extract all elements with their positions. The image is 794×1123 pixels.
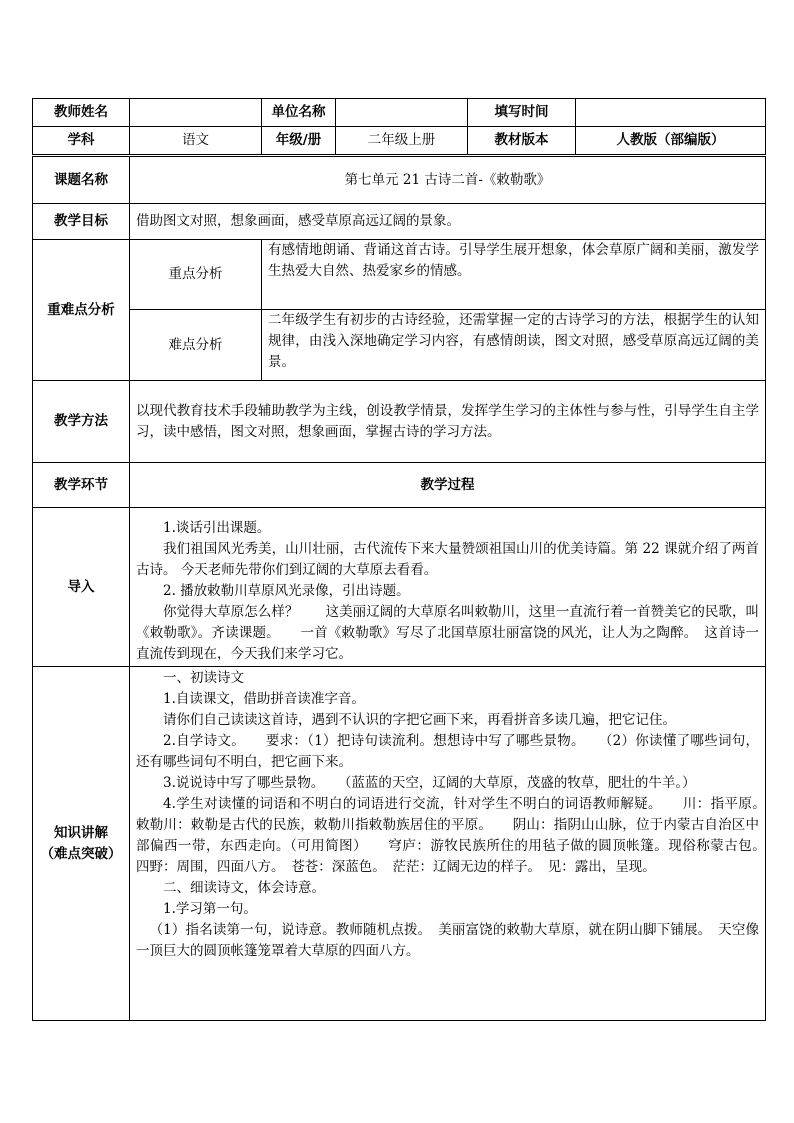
teaching-goal-label: 教学目标 [33, 204, 130, 240]
key-analysis-text: 有感情地朗诵、背诵这首古诗。引导学生展开想象，体会草原广阔和美丽，激发学生热爱大自然、热爱家乡的情感。 [262, 240, 766, 310]
lesson-plan-table [32, 98, 786, 1021]
knowledge-paragraph: 二、细读诗文，体会诗意。 [163, 880, 325, 896]
unit-name-value[interactable] [336, 99, 468, 127]
row-process-header [33, 463, 766, 508]
intro-label: 导入 [33, 508, 130, 667]
teaching-method-label: 教学方法 [33, 381, 130, 463]
key-analysis-label: 重点分析 [130, 240, 262, 310]
teaching-process-title: 教学过程 [130, 463, 766, 508]
unit-name-label: 单位名称 [262, 99, 336, 127]
grade-label: 年级/册 [262, 127, 336, 156]
teacher-name-value[interactable] [130, 99, 262, 127]
knowledge-paragraph: （1）指名读第一句，说诗意。教师随机点拨。 美丽富饶的敕勒大草原，就在阴山脚下铺展。 天空像一顶巨大的圆顶帐篷笼罩着大草原的四面八方。 [136, 922, 759, 959]
knowledge-label [33, 667, 130, 1021]
row-teaching-goal [33, 204, 766, 240]
fill-date-value[interactable] [576, 99, 766, 127]
row-difficulty-analysis [33, 310, 766, 381]
row-teacher [33, 99, 766, 127]
lesson-title-value: 第七单元 21 古诗二首-《敕勒歌》 [130, 156, 766, 204]
knowledge-content [130, 667, 786, 1021]
edition-label: 教材版本 [468, 127, 576, 156]
knowledge-paragraph: 2.自学诗文。 要求：（1）把诗句读流利。想想诗中写了哪些景物。 （2）你读懂了哪些词句，还有哪些词句不明白，把它画下来。 [136, 733, 759, 770]
teaching-method-text: 以现代教育技术手段辅助教学为主线，创设教学情景，发挥学生学习的主体性与参与性，引导学生自主学习，读中感悟，图文对照，想象画面，掌握古诗的学习方法。 [130, 381, 766, 463]
knowledge-paragraph: 3.说说诗中写了哪些景物。 （蓝蓝的天空，辽阔的大草原，茂盛的牧草，肥壮的牛羊。） [163, 775, 696, 791]
subject-label: 学科 [33, 127, 130, 156]
intro-content [130, 508, 766, 667]
intro-paragraph: 1.谈话引出课题。 [163, 520, 271, 536]
teaching-stage-label: 教学环节 [33, 463, 130, 508]
lesson-title-label: 课题名称 [33, 156, 130, 204]
difficulty-analysis-text: 二年级学生有初步的古诗经验，还需掌握一定的古诗学习的方法，根据学生的认知规律，由浅入深地确定学习内容，有感情朗读，图文对照，感受草原高远辽阔的美景。 [262, 310, 766, 381]
teaching-goal-text: 借助图文对照，想象画面，感受草原高远辽阔的景象。 [130, 204, 766, 240]
difficulty-analysis-label: 难点分析 [130, 310, 262, 381]
intro-paragraph: 2. 播放敕勒川草原风光录像，引出诗题。 [163, 583, 410, 599]
edition-value: 人教版（部编版） [576, 127, 766, 156]
row-key-analysis [33, 240, 766, 310]
knowledge-paragraph: 请你们自己读读这首诗，遇到不认识的字把它画下来，再看拼音多读几遍，把它记住。 [163, 712, 676, 728]
row-lesson-title [33, 156, 766, 204]
subject-value: 语文 [130, 127, 262, 156]
row-knowledge [33, 667, 766, 1021]
fill-date-label: 填写时间 [468, 99, 576, 127]
row-subject [33, 127, 766, 156]
intro-paragraph: 你觉得大草原怎么样？ 这美丽辽阔的大草原名叫敕勒川，这里一直流行着一首赞美它的民歌，叫《敕勒歌》。齐读课题。 一首《敕勒歌》写尽了北国草原壮丽富饶的风光，让人为之陶醉。 这首诗一直流传到现在，今天我们来学习它。 [136, 604, 759, 662]
knowledge-paragraph: 4.学生对读懂的词语和不明白的词语进行交流，针对学生不明白的词语教师解疑。 川：指平原。 敕勒川：敕勒是古代的民族，敕勒川指敕勒族居住的平原。 阴山：指阴山山脉，位于内蒙古自治区中部偏西一带，东西走向。（可用简图） 穹庐：游牧民族所住的用毡子做的圆顶帐篷。现俗称蒙古包。 四野：周围，四面八方。 苍苍：深蓝色。 茫茫：辽阔无边的样子。 见：露出，呈现。 [136, 796, 786, 875]
analysis-label: 重难点分析 [33, 240, 130, 381]
teacher-name-label: 教师姓名 [33, 99, 130, 127]
row-teaching-method [33, 381, 766, 463]
knowledge-paragraph: 1.学习第一句。 [163, 901, 257, 917]
intro-paragraph: 我们祖国风光秀美，山川壮丽，古代流传下来大量赞颂祖国山川的优美诗篇。第 22 课就介绍了两首古诗。 今天老师先带你们到辽阔的大草原去看看。 [136, 541, 759, 578]
knowledge-paragraph: 1.自读课文，借助拼音读准字音。 [163, 691, 365, 707]
row-intro [33, 508, 766, 667]
grade-value: 二年级上册 [336, 127, 468, 156]
knowledge-paragraph: 一、初读诗文 [163, 670, 244, 686]
knowledge-label-line1: 知识讲解 [54, 824, 108, 841]
knowledge-label-line2: （难点突破） [40, 845, 122, 862]
